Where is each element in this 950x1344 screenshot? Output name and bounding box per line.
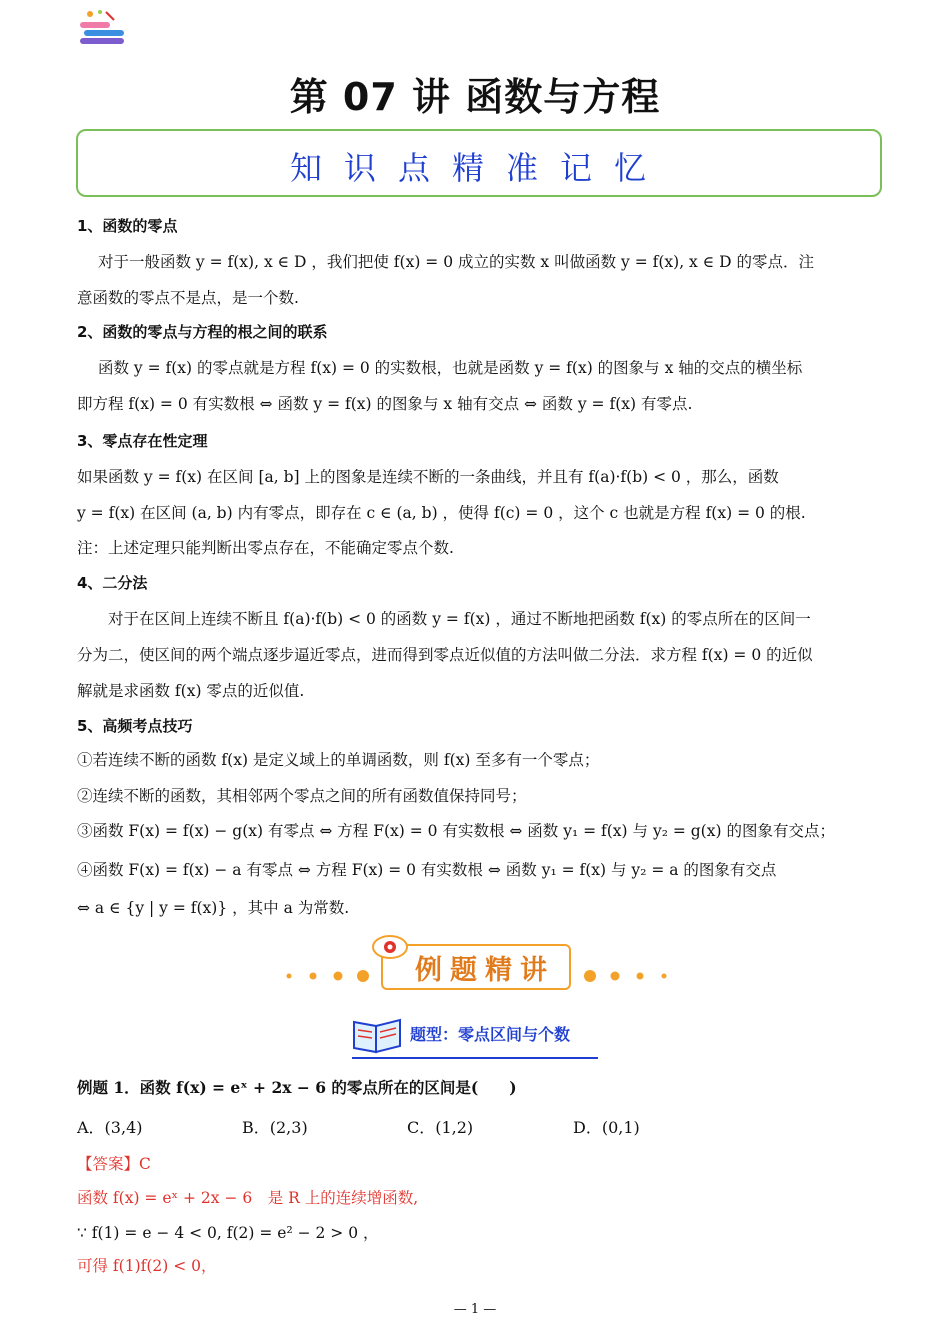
example-1-question: 例题 1．函数 f(x) = eˣ + 2x − 6 的零点所在的区间是( ) (77, 1078, 517, 1097)
tip-5: ⇔ a ∈ {y | y = f(x)} ，其中 a 为常数. (77, 899, 350, 917)
topic-label: 题型：零点区间与个数 (410, 1025, 571, 1044)
section-4-line-1: 对于在区间上连续不断且 f(a)·f(b) < 0 的函数 y = f(x) ，通过不断地把函数 f(x) 的零点所在的区间一 (108, 610, 811, 628)
answer-label: 【答案】C (77, 1155, 151, 1173)
section-4-line-3: 解就是求函数 f(x) 零点的近似值. (77, 682, 305, 700)
option-d: D．(0,1) (573, 1118, 640, 1137)
solution-line-2: ∵ f(1) = e − 4 < 0, f(2) = e² − 2 > 0 ， (77, 1224, 379, 1242)
section-2-heading: 2、函数的零点与方程的根之间的联系 (77, 323, 328, 341)
page-title: 第 07 讲 函数与方程 (289, 75, 661, 119)
tip-4: ④函数 F(x) = f(x) − a 有零点 ⇔ 方程 F(x) = 0 有实数根 ⇔ 函数 y₁ = f(x) 与 y₂ = a 的图象有交点 (77, 861, 777, 879)
solution-line-1: 函数 f(x) = eˣ + 2x − 6 是 R 上的连续增函数, (77, 1189, 419, 1207)
banner-dots-left (283, 966, 373, 986)
section-5-heading: 5、高频考点技巧 (77, 717, 193, 735)
tip-2: ②连续不断的函数，其相邻两个零点之间的所有函数值保持同号； (77, 787, 527, 805)
section-4-line-2: 分为二，使区间的两个端点逐步逼近零点，进而得到零点近似值的方法叫做二分法．求方程 f(x) = 0 的近似 (77, 646, 813, 664)
section-4-heading: 4、二分法 (77, 574, 148, 592)
section-3-note: 注：上述定理只能判断出零点存在，不能确定零点个数. (77, 539, 454, 557)
page-number: — 1 — (453, 1302, 497, 1317)
tip-1: ①若连续不断的函数 f(x) 是定义域上的单调函数，则 f(x) 至多有一个零点； (77, 751, 600, 769)
option-b: B．(2,3) (242, 1118, 308, 1137)
examples-banner-text: 例题精讲 (415, 955, 555, 986)
section-3-line-1: 如果函数 y = f(x) 在区间 [a, b] 上的图象是连续不断的一条曲线，并且有 f(a)·f(b) < 0 ，那么，函数 (77, 468, 779, 486)
topic-underline (352, 1057, 598, 1059)
section-1-heading: 1、函数的零点 (77, 217, 178, 235)
knowledge-banner-text: 知识点精准记忆 (289, 149, 668, 187)
option-a: A．(3,4) (77, 1118, 143, 1137)
books-logo-icon (78, 8, 128, 52)
section-3-heading: 3、零点存在性定理 (77, 432, 208, 450)
section-2-line-1: 函数 y = f(x) 的零点就是方程 f(x) = 0 的实数根，也就是函数 y = f(x) 的图象与 x 轴的交点的横坐标 (98, 359, 803, 377)
solution-line-3: 可得 f(1)f(2) < 0， (77, 1257, 217, 1275)
section-2-line-2: 即方程 f(x) = 0 有实数根 ⇔ 函数 y = f(x) 的图象与 x 轴有交点 ⇔ 函数 y = f(x) 有零点. (77, 395, 693, 413)
banner-dots-right (580, 966, 670, 986)
tip-3: ③函数 F(x) = f(x) − g(x) 有零点 ⇔ 方程 F(x) = 0 有实数根 ⇔ 函数 y₁ = f(x) 与 y₂ = g(x) 的图象有交点； (77, 822, 835, 840)
option-c: C．(1,2) (407, 1118, 474, 1137)
book-icon (350, 1012, 406, 1056)
section-3-line-2: y = f(x) 在区间 (a, b) 内有零点，即存在 c ∈ (a, b) ，使得 f(c) = 0 ，这个 c 也就是方程 f(x) = 0 的根. (77, 504, 806, 522)
section-1-line-1: 对于一般函数 y = f(x), x ∈ D ，我们把使 f(x) = 0 成立的实数 x 叫做函数 y = f(x), x ∈ D 的零点．注 (98, 253, 814, 271)
eye-icon (370, 932, 410, 962)
section-1-line-2: 意函数的零点不是点，是一个数. (77, 289, 299, 307)
